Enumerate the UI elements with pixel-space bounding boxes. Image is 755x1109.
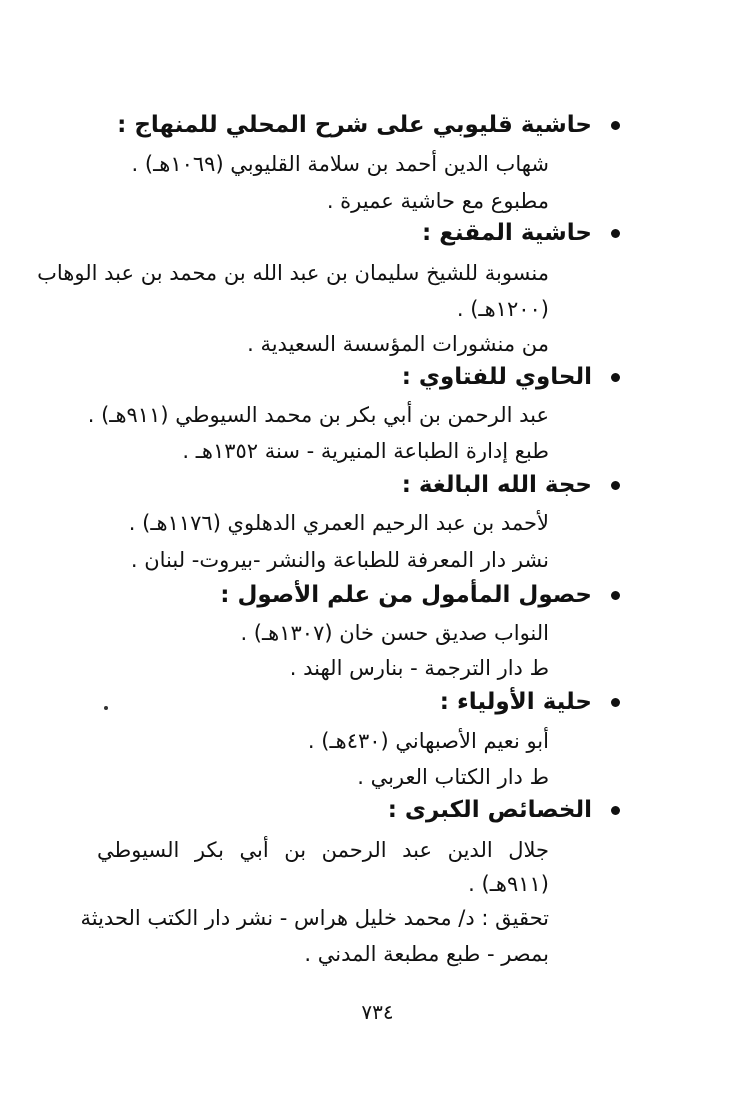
entry-heading: الخصائص الكبرى : [100, 795, 620, 825]
entry-line: عبد الرحمن بن أبي بكر بن محمد السيوطي (٩١١هـ) . [87, 403, 549, 427]
entry-line: شهاب الدين أحمد بن سلامة القليوبي (١٠٦٩هـ) . [131, 152, 549, 176]
entry-line: طبع إدارة الطباعة المنيرية - سنة ١٣٥٢هـ . [182, 439, 549, 463]
bullet-icon [611, 698, 620, 707]
entry-line: منسوبة للشيخ سليمان بن عبد الله بن محمد بن عبد الوهاب [37, 261, 549, 285]
bullet-icon [611, 373, 620, 382]
entry-heading: حجة الله البالغة : [100, 470, 620, 500]
entry-heading: حاشية قليوبي على شرح المحلي للمنهاج : [100, 110, 620, 140]
entry-line: ط دار الترجمة - بنارس الهند . [289, 656, 549, 680]
bullet-icon [611, 121, 620, 130]
entry-heading: حصول المأمول من علم الأصول : [100, 580, 620, 610]
entry-line: أبو نعيم الأصبهاني (٤٣٠هـ) . [307, 729, 549, 753]
entry-line: النواب صديق حسن خان (١٣٠٧هـ) . [240, 621, 549, 645]
entry-line: (٩١١هـ) . [468, 872, 549, 896]
entry-heading: الحاوي للفتاوي : [100, 362, 620, 392]
bullet-icon [611, 481, 620, 490]
entry-line: نشر دار المعرفة للطباعة والنشر -بيروت- لبنان . [130, 548, 549, 572]
entry-line: تحقيق : د/ محمد خليل هراس - نشر دار الكتب الحديثة [80, 906, 549, 930]
entry-line: جلال الدين عبد الرحمن بن أبي بكر السيوطي [97, 838, 549, 862]
page-number: ٧٣٤ [361, 1000, 394, 1024]
entry-line: لأحمد بن عبد الرحيم العمري الدهلوي (١١٧٦هـ) . [128, 511, 549, 535]
bullet-icon [611, 806, 620, 815]
bullet-icon [611, 229, 620, 238]
entry-line: بمصر - طبع مطبعة المدني . [304, 942, 549, 966]
entry-line: مطبوع مع حاشية عميرة . [326, 189, 549, 213]
entry-heading: حلية الأولياء : [100, 687, 620, 717]
entry-heading: حاشية المقنع : [100, 218, 620, 248]
entry-line: ط دار الكتاب العربي . [357, 765, 549, 789]
speck-mark [104, 706, 108, 710]
bullet-icon [611, 591, 620, 600]
entry-line: من منشورات المؤسسة السعيدية . [247, 332, 549, 356]
entry-line: (١٢٠٠هـ) . [456, 297, 549, 321]
